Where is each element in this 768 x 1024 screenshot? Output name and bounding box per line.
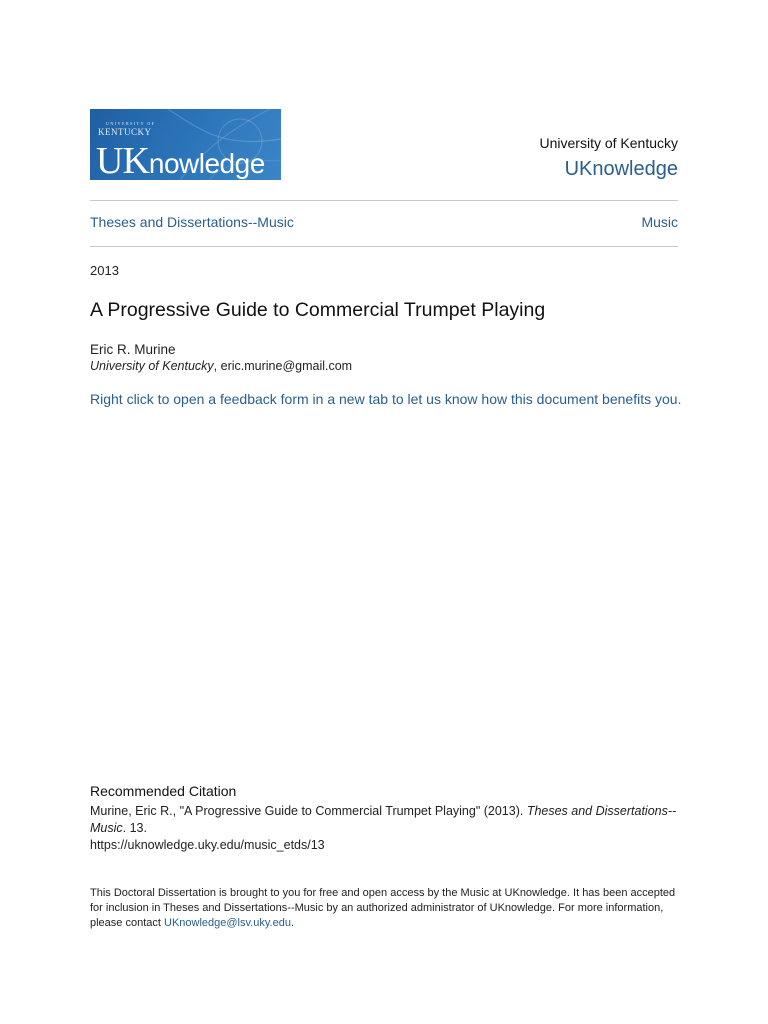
affiliation-separator: , [213, 359, 221, 373]
divider-bottom [90, 246, 678, 247]
citation-url: https://uknowledge.uky.edu/music_etds/13 [90, 838, 325, 852]
affiliation-name: University of Kentucky [90, 359, 214, 373]
document-title: A Progressive Guide to Commercial Trumpet Playing [90, 299, 546, 321]
contact-email-link[interactable]: UKnowledge@lsv.uky.edu [164, 917, 291, 929]
series-link[interactable]: Theses and Dissertations--Music [90, 214, 294, 230]
citation-number: . 13. [122, 821, 147, 835]
footer-text-end: . [290, 917, 294, 929]
citation-text [90, 803, 678, 837]
author-name: Eric R. Murine [90, 342, 176, 357]
publication-year: 2013 [90, 263, 119, 278]
author-email: eric.murine@gmail.com [220, 359, 353, 373]
repository-link[interactable]: UKnowledge [564, 158, 678, 180]
footer-text: This Doctoral Dissertation is brought to you for free and open access by the Music at UKnowledge. It has been accepted for inclusion in Theses and Dissertations--Music by an authorized administrator of UKnowledge. For more information, please contact [90, 887, 676, 929]
uknowledge-logo[interactable] [90, 109, 281, 180]
footer-note [90, 886, 680, 931]
logo-wordmark: UKnowledge [96, 140, 265, 180]
citation-series: Theses and Dissertations--Music [90, 804, 677, 835]
recommended-citation-heading: Recommended Citation [90, 783, 237, 799]
divider-top [90, 200, 678, 201]
author-affiliation [90, 359, 352, 373]
university-name: University of Kentucky [539, 135, 678, 151]
department-link[interactable]: Music [641, 214, 678, 230]
citation-main: Murine, Eric R., "A Progressive Guide to Commercial Trumpet Playing" (2013). [90, 804, 527, 818]
feedback-link[interactable]: Right click to open a feedback form in a new tab to let us know how this document benefits you. [90, 391, 682, 407]
logo-university-text: UNIVERSITY OF KENTUCKY [98, 121, 156, 137]
